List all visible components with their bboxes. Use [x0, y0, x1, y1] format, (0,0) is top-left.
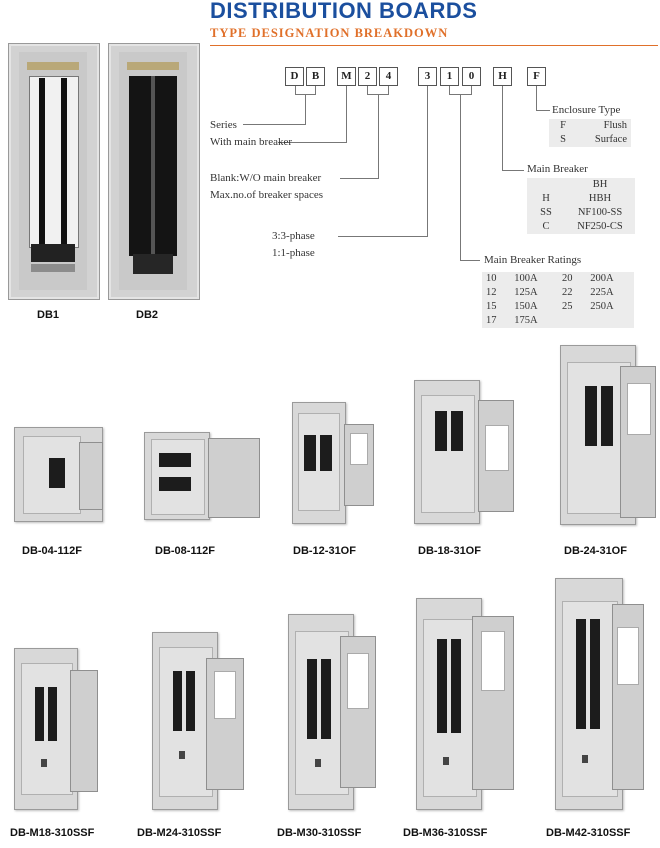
rating-code: 25 — [561, 301, 573, 312]
panel-db-08-112f-caption: DB-08-112F — [155, 545, 215, 557]
panel-db-m18-310ssf-door — [70, 670, 98, 792]
panel-db-08-112f-door — [208, 438, 260, 518]
label-blank-wo-main: Blank:W/O main breaker — [210, 172, 322, 184]
breaker-name: BH — [592, 179, 608, 190]
rating-amps: 250A — [590, 301, 614, 312]
panel-db-m42-310ssf-caption: DB-M42-310SSF — [546, 827, 631, 839]
rating-code: 10 — [486, 273, 497, 284]
code-char-10: F — [527, 67, 546, 86]
enclosure-name: Flush — [603, 120, 627, 131]
code-char-9: H — [493, 67, 512, 86]
panel-db-24-31of-caption: DB-24-31OF — [564, 545, 627, 557]
enclosure-name: Surface — [594, 134, 627, 145]
rating-amps: 200A — [590, 273, 614, 284]
enclosure-code: F — [560, 120, 566, 131]
panel-db-08-112f-image — [144, 432, 210, 520]
enclosure-type-heading: Enclosure Type — [552, 104, 621, 116]
rating-code: 12 — [486, 287, 497, 298]
panel-db-12-31of-door — [344, 424, 374, 506]
panel-db-m30-310ssf-door — [340, 636, 376, 788]
code-char-1: D — [285, 67, 304, 86]
panel-db-m30-310ssf-caption: DB-M30-310SSF — [277, 827, 362, 839]
breaker-name: NF250-CS — [577, 221, 623, 232]
rating-code: 17 — [486, 315, 497, 326]
table-row — [482, 300, 634, 314]
rating-code: 20 — [561, 273, 573, 284]
panel-db-m36-310ssf-door — [472, 616, 514, 790]
panel-db-m24-310ssf-caption: DB-M24-310SSF — [137, 827, 222, 839]
panel-db-18-31of-image — [414, 380, 480, 524]
breaker-name: NF100-SS — [577, 207, 623, 218]
table-row — [482, 272, 634, 286]
panel-db-24-31of-door — [620, 366, 656, 518]
table-row — [527, 206, 635, 220]
breaker-code: C — [542, 221, 550, 232]
enclosure-code: S — [560, 134, 566, 145]
panel-db-18-31of-door — [478, 400, 514, 512]
table-row — [527, 220, 635, 234]
panel-db-m42-310ssf-door — [612, 604, 644, 790]
subtitle-underline — [210, 45, 658, 46]
main-breaker-heading: Main Breaker — [527, 163, 588, 175]
panel-db-18-31of-caption: DB-18-31OF — [418, 545, 481, 557]
rating-amps: 125A — [514, 287, 538, 298]
code-char-2: B — [306, 67, 325, 86]
page-title: DISTRIBUTION BOARDS — [210, 0, 478, 23]
table-row — [549, 133, 631, 147]
ratings-table — [482, 272, 634, 328]
code-char-8: 0 — [462, 67, 481, 86]
label-max-spaces: Max.no.of breaker spaces — [210, 189, 324, 201]
panel-db-m18-310ssf-caption: DB-M18-310SSF — [10, 827, 95, 839]
table-row — [527, 178, 635, 192]
db2-interior-image — [108, 43, 200, 300]
panel-db-12-31of-caption: DB-12-31OF — [293, 545, 356, 557]
ratings-heading: Main Breaker Ratings — [484, 254, 582, 266]
table-row — [482, 314, 634, 328]
panel-db-m36-310ssf-caption: DB-M36-310SSF — [403, 827, 488, 839]
code-char-6: 3 — [418, 67, 437, 86]
panel-db-04-112f-image — [14, 427, 103, 522]
label-with-main-breaker: With main breaker — [210, 136, 293, 148]
rating-amps: 100A — [514, 273, 538, 284]
db1-caption: DB1 — [37, 309, 60, 321]
db2-caption: DB2 — [136, 309, 159, 321]
table-row — [527, 192, 635, 206]
panel-db-04-112f-caption: DB-04-112F — [22, 545, 82, 557]
label-three-phase: 3:3-phase — [272, 230, 315, 242]
page-subtitle: TYPE DESIGNATION BREAKDOWN — [210, 26, 449, 40]
code-char-4: 2 — [358, 67, 377, 86]
code-char-5: 4 — [379, 67, 398, 86]
rating-amps: 150A — [514, 301, 538, 312]
label-series: Series — [210, 119, 237, 131]
rating-amps: 175A — [514, 315, 538, 326]
rating-code: 15 — [486, 301, 497, 312]
code-char-3: M — [337, 67, 356, 86]
rating-code: 22 — [561, 287, 573, 298]
rating-amps — [586, 314, 634, 328]
table-row — [549, 119, 631, 133]
breaker-name: HBH — [588, 193, 612, 204]
breaker-code: H — [542, 193, 550, 204]
table-row — [482, 286, 634, 300]
db1-interior-image — [8, 43, 100, 300]
enclosure-type-table — [549, 119, 631, 147]
rating-amps: 225A — [590, 287, 614, 298]
label-one-phase: 1:1-phase — [272, 247, 315, 259]
code-char-7: 1 — [440, 67, 459, 86]
breaker-code — [527, 178, 565, 192]
rating-code — [558, 314, 586, 328]
main-breaker-table — [527, 178, 635, 234]
panel-db-12-31of-image — [292, 402, 346, 524]
panel-db-m18-310ssf-image — [14, 648, 78, 810]
panel-db-m24-310ssf-door — [206, 658, 244, 790]
breaker-code: SS — [540, 207, 552, 218]
